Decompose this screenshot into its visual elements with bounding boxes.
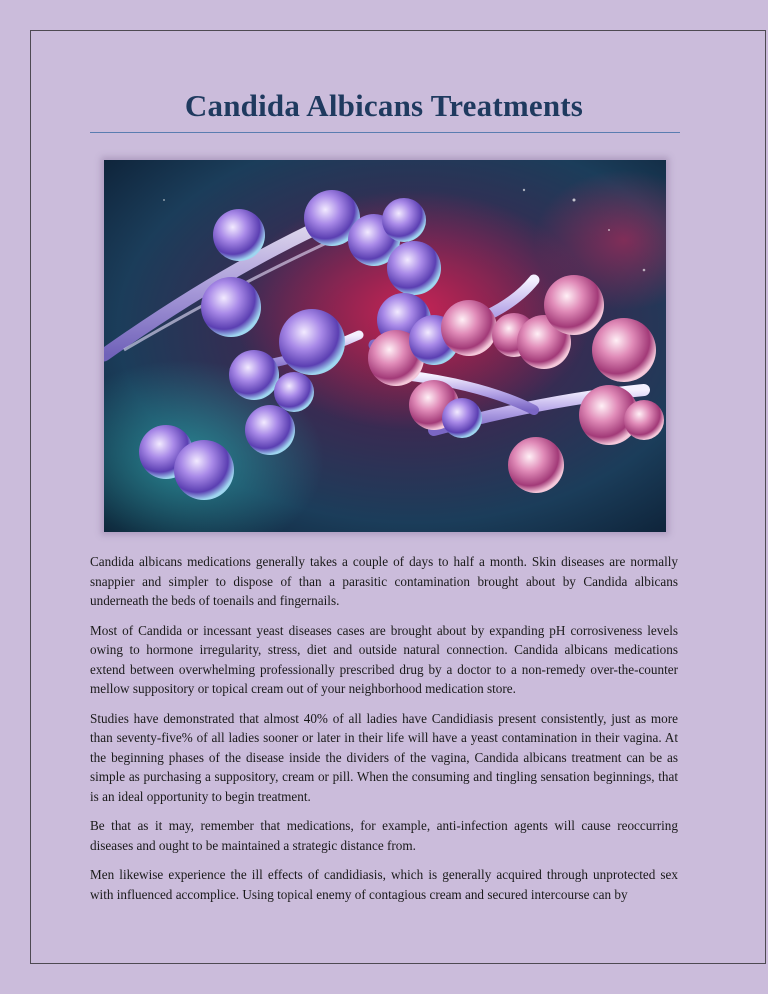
paragraph: Candida albicans medications generally takes a couple of days to half a month. Skin diseases are normally snappier and simpler to dispose of than a parasitic contamination brought about by Candida albicans underneath the beds of toenails and fingernails.: [90, 554, 678, 608]
paragraph: Be that as it may, remember that medications, for example, anti-infection agents will cause reoccurring diseases and ought to be maintained a strategic distance from.: [90, 818, 678, 853]
article-body: [90, 552, 678, 914]
page-title: Candida Albicans Treatments: [184, 88, 584, 123]
paragraph: Most of Candida or incessant yeast diseases cases are brought about by expanding pH corrosiveness levels owing to hormone irregularity, stress, diet and outside natural connection. Candida albicans medications extend between overwhelming professionally prescribed drug by a doctor to a non-remedy over-the-counter mellow suppository or topical cream out of your neighborhood medication store.: [90, 622, 678, 696]
title-underline: [90, 132, 680, 133]
paragraph: Men likewise experience the ill effects of candidiasis, which is generally acquired through unprotected sex with influenced accomplice. Using topical enemy of contagious cream and secured intercourse can by: [90, 867, 678, 902]
paragraph: Studies have demonstrated that almost 40% of all ladies have Candidiasis present consistently, just as more than seventy-five% of all ladies sooner or later in their life will have a yeast contamination in their vagina. At the beginning phases of the disease inside the dividers of the vagina, Candida albicans treatment can be as simple as purchasing a suppository, cream or pill. When the consuming and tingling sensation beginnings, that is an ideal opportunity to begin treatment.: [90, 710, 678, 804]
candida-illustration: [104, 160, 666, 532]
